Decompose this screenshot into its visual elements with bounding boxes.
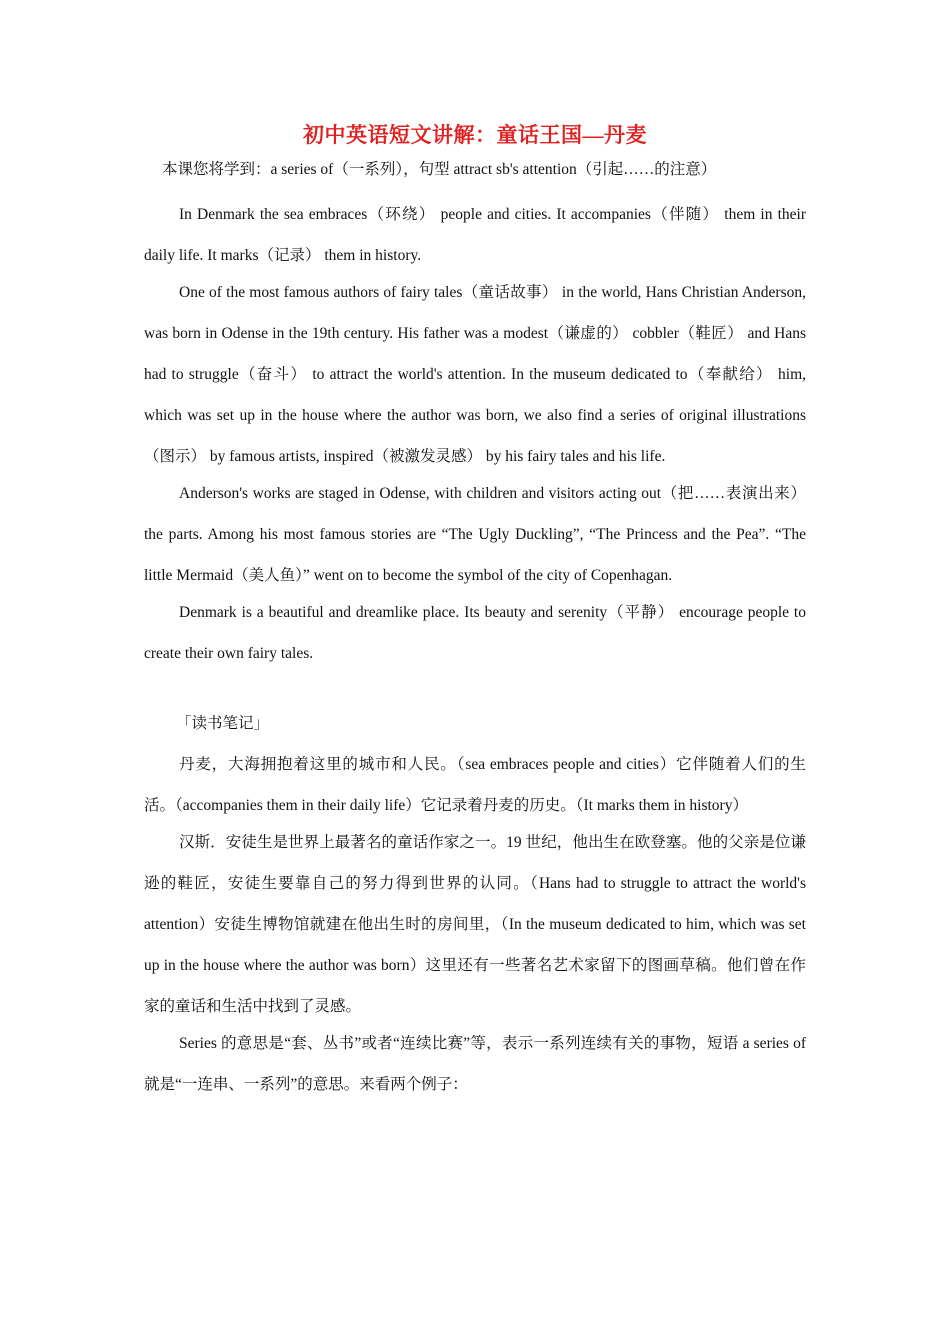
page-title: 初中英语短文讲解：童话王国—丹麦	[303, 123, 647, 147]
notes-paragraph-2: 汉斯．安徒生是世界上最著名的童话作家之一。19 世纪，他出生在欧登塞。他的父亲是位谦逊的鞋匠，安徒生要靠自己的努力得到世界的认同。（Hans had to struggle to attract the world's attention）安徒生博物馆就建在他出生时的房间里，（In the museum dedicated to him, which was set up in the house where the author was born）这里还有一些著名艺术家留下的图画草稿。他们曾在作家的童话和生活中找到了灵感。	[144, 834, 806, 1015]
article-paragraph-2: One of the most famous authors of fairy tales（童话故事） in the world, Hans Christian Anderson, was born in Odense in the 19th century. His father was a modest（谦虚的） cobbler（鞋匠） and Hans had to struggle（奋斗） to attract the world's attention. In the museum dedicated to（奉献给） him, which was set up in the house where the author was born, we also find a series of original illustrations（图示） by famous artists, inspired（被激发灵感） by his fairy tales and his life.	[144, 284, 806, 465]
article-paragraph-3: Anderson's works are staged in Odense, with children and visitors acting out（把……表演出来） the parts. Among his most famous stories are “The Ugly Duckling”, “The Princess and the Pea”. “The little Mermaid（美人鱼）” went on to become the symbol of the city of Copenhagan.	[144, 485, 806, 584]
reading-notes-heading: 「读书笔记」	[176, 715, 270, 732]
article-paragraph-4: Denmark is a beautiful and dreamlike place. Its beauty and serenity（平静） encourage people to create their own fairy tales.	[144, 604, 806, 662]
notes-paragraph-1: 丹麦，大海拥抱着这里的城市和人民。（sea embraces people and cities）它伴随着人们的生活。（accompanies them in their daily life）它记录着丹麦的历史。（It marks them in history）	[144, 756, 806, 814]
section-spacer	[144, 670, 806, 710]
document-body	[144, 118, 806, 1101]
article-paragraph-1: In Denmark the sea embraces（环绕） people and cities. It accompanies（伴随） them in their daily life. It marks（记录） them in history.	[144, 206, 806, 264]
notes-paragraph-3: Series 的意思是“套、丛书”或者“连续比赛”等，表示一系列连续有关的事物，短语 a series of 就是“一连串、一系列”的意思。来看两个例子：	[144, 1035, 806, 1093]
lesson-intro: 本课您将学到：a series of（一系列），句型 attract sb's attention（引起……的注意）	[162, 161, 717, 178]
